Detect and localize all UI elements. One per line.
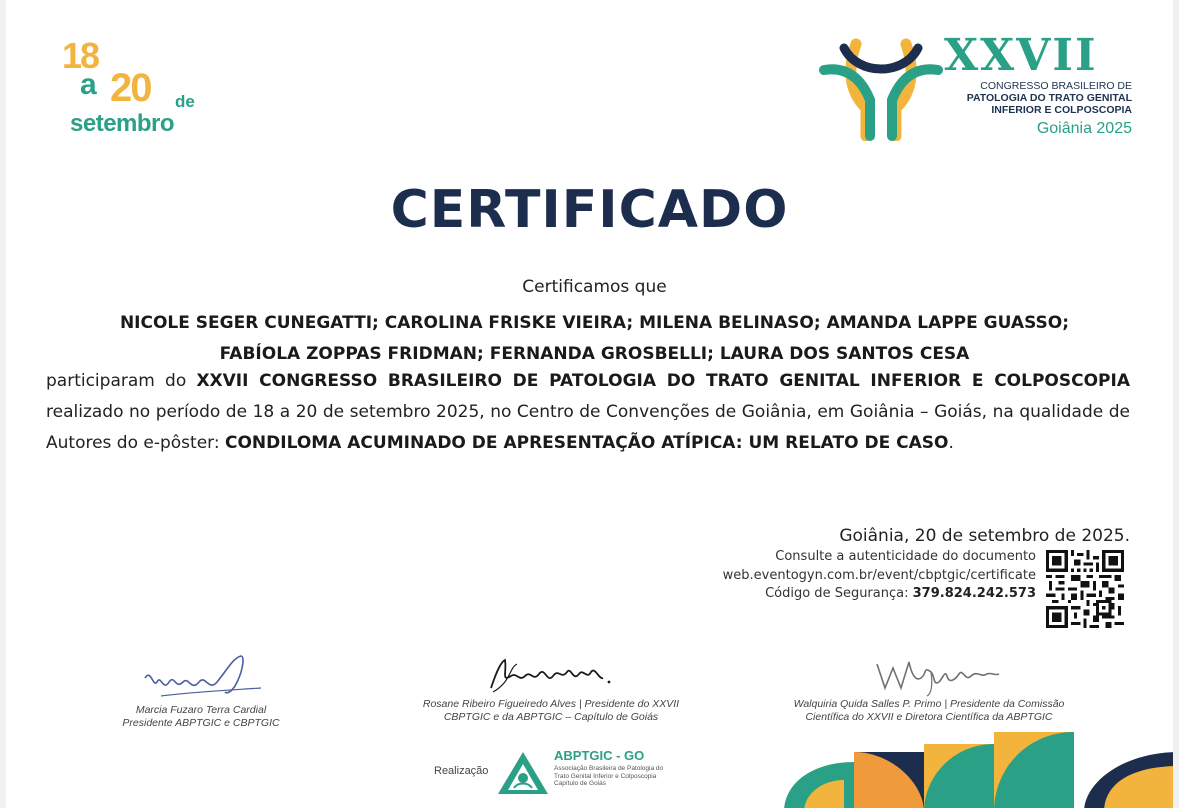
date-logo-month: setembro bbox=[70, 110, 175, 137]
signature-block-president bbox=[106, 648, 296, 730]
verification-info bbox=[723, 548, 1036, 604]
certificate-sheet bbox=[6, 0, 1173, 808]
org-desc-line1: Associação Brasileira de Patologia do bbox=[554, 765, 664, 772]
signature-alves bbox=[461, 652, 641, 698]
verification-line: Consulte a autenticidade do documento bbox=[775, 549, 1036, 564]
congress-name-line3: INFERIOR E COLPOSCOPIA bbox=[991, 104, 1132, 116]
signature-role-1: Presidente ABPTGIC e CBPTGIC bbox=[122, 717, 280, 729]
signature-role-3: Científica do XXVII e Diretora Científica da ABPTGIC bbox=[805, 711, 1053, 723]
date-logo-start-day: 18 bbox=[62, 35, 99, 76]
participant-names bbox=[46, 308, 1143, 370]
congress-city-year: Goiânia 2025 bbox=[1036, 120, 1132, 137]
date-logo-end-day: 20 bbox=[110, 66, 151, 110]
certificate-body bbox=[46, 366, 1130, 459]
org-desc-line2: Trato Genital Inferior e Colposcopia bbox=[554, 772, 657, 780]
org-name: ABPTGIC - GO bbox=[554, 748, 645, 763]
security-code: 379.824.242.573 bbox=[912, 586, 1036, 601]
body-part3: . bbox=[948, 433, 954, 453]
congress-name bbox=[942, 80, 1132, 116]
abptgic-go-logo bbox=[496, 748, 696, 798]
signature-primo bbox=[839, 652, 1019, 698]
certificate-title: CERTIFICADO bbox=[390, 180, 789, 240]
participant-names-line2: FABÍOLA ZOPPAS FRIDMAN; FERNANDA GROSBELLI; LAURA DOS SANTOS CESA bbox=[219, 344, 970, 364]
signature-name-3: Walquiria Quida Salles P. Primo | Presidente da Comissão bbox=[793, 698, 1065, 710]
body-part2: realizado no período de 18 a 20 de setembro 2025, no Centro de Convenções de Goiânia, em Goiânia – Goiás, na qualidade de Autores do e-pôster: bbox=[46, 402, 1130, 453]
signature-name-2: Rosane Ribeiro Figueiredo Alves | Presidente do XXVII bbox=[422, 698, 680, 710]
event-date-logo bbox=[62, 35, 212, 138]
abptgic-emblem-icon bbox=[496, 750, 550, 796]
congress-emblem-icon bbox=[818, 36, 943, 141]
participant-names-line1: NICOLE SEGER CUNEGATTI; CAROLINA FRISKE VIEIRA; MILENA BELINASO; AMANDA LAPPE GUASSO; bbox=[119, 313, 1070, 333]
work-title: CONDILOMA ACUMINADO DE APRESENTAÇÃO ATÍPICA: UM RELATO DE CASO bbox=[225, 433, 949, 453]
signature-block-scientific-director bbox=[774, 652, 1084, 724]
verification-url[interactable]: web.eventogyn.com.br/event/cbptgic/certificate bbox=[722, 567, 1036, 583]
event-name: XXVII CONGRESSO BRASILEIRO DE PATOLOGIA DO TRATO GENITAL INFERIOR E COLPOSCOPIA bbox=[196, 371, 1130, 391]
signature-role-2: CBPTGIC e da ABPTGIC – Capítulo de Goiás bbox=[443, 711, 659, 723]
signature-name-1: Marcia Fuzaro Terra Cardial bbox=[135, 704, 267, 716]
org-desc-line3: Capítulo de Goiás bbox=[554, 780, 607, 787]
security-code-line bbox=[723, 585, 1036, 604]
signature-cardial bbox=[131, 648, 271, 704]
decorative-corner-pattern bbox=[784, 732, 1173, 808]
org-description bbox=[554, 765, 694, 788]
date-logo-de: de bbox=[175, 92, 195, 111]
body-part1: participaram do bbox=[46, 371, 197, 391]
congress-name-line2: PATOLOGIA DO TRATO GENITAL bbox=[966, 92, 1132, 104]
qr-code-icon[interactable] bbox=[1046, 550, 1124, 628]
congress-logo bbox=[818, 30, 1138, 146]
certificate-intro: Certificamos que bbox=[522, 277, 667, 297]
place-date: Goiânia, 20 de setembro de 2025. bbox=[839, 526, 1130, 546]
congress-name-line1: CONGRESSO BRASILEIRO DE bbox=[980, 80, 1132, 92]
date-logo-connector: a bbox=[80, 68, 97, 101]
congress-edition: XXVII bbox=[944, 30, 1098, 81]
realizacao-label: Realização bbox=[434, 765, 489, 777]
signature-block-congress-president bbox=[406, 652, 696, 724]
security-code-label: Código de Segurança: bbox=[765, 586, 913, 601]
